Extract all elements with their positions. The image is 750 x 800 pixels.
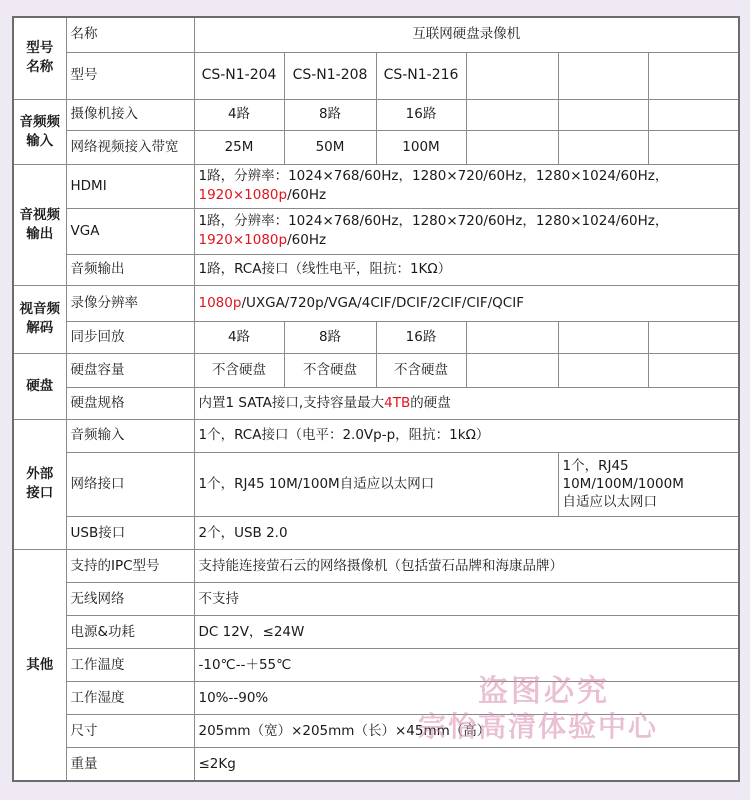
hdmi-spec-text: 1路，分辨率：1024×768/60Hz，1280×720/60Hz，1280×1024/60Hz， [198, 168, 669, 185]
category-decode: 视音频 解码 [13, 285, 66, 353]
watermark-line-1: 盗图必究 [478, 674, 610, 709]
table-row [13, 52, 739, 99]
value-cell: 16路 [376, 99, 466, 130]
row-label-audio-in: 音频输入 [66, 419, 194, 452]
hdd-spec-pre: 内置1 SATA接口,支持容量最大 [198, 394, 385, 411]
table-row [13, 616, 739, 649]
value-cell: 25M [194, 130, 284, 164]
vga-max-resolution: 1920×1080p [198, 232, 288, 249]
value-cell: 不含硬盘 [284, 353, 376, 387]
value-cell: 4路 [194, 99, 284, 130]
table-row [13, 17, 739, 52]
hdd-spec [194, 387, 739, 419]
spec-table [12, 16, 740, 782]
value-cell: 1个，RJ45 10M/100M自适应以太网口 [194, 452, 558, 516]
row-label-hdmi: HDMI [66, 164, 194, 208]
vga-spec [194, 208, 739, 254]
empty-cell [648, 130, 739, 164]
empty-cell [466, 99, 558, 130]
row-label-net-bandwidth: 网络视频接入带宽 [66, 130, 194, 164]
row-label-audio-out: 音频输出 [66, 254, 194, 285]
empty-cell [558, 321, 648, 353]
model-cell: CS-N1-216 [376, 52, 466, 99]
value-cell: 不支持 [194, 583, 739, 616]
row-label-usb: USB接口 [66, 517, 194, 550]
row-label-ipc: 支持的IPC型号 [66, 550, 194, 583]
table-row [13, 321, 739, 353]
empty-cell [558, 130, 648, 164]
row-label-model: 型号 [66, 52, 194, 99]
empty-cell [648, 99, 739, 130]
table-row [13, 254, 739, 285]
hdmi-spec [194, 164, 739, 208]
table-row [13, 419, 739, 452]
row-label-size: 尺寸 [66, 715, 194, 748]
value-cell: DC 12V，≤24W [194, 616, 739, 649]
row-label-name: 名称 [66, 17, 194, 52]
hdmi-max-resolution: 1920×1080p [198, 187, 288, 204]
row-label-playback: 同步回放 [66, 321, 194, 353]
table-row [13, 583, 739, 616]
category-ext-interface: 外部 接口 [13, 419, 66, 549]
row-label-record-resolution: 录像分辨率 [66, 285, 194, 321]
empty-cell [648, 353, 739, 387]
row-label-weight: 重量 [66, 748, 194, 781]
value-cell: 8路 [284, 321, 376, 353]
product-name: 互联网硬盘录像机 [194, 17, 739, 52]
row-label-power: 电源&功耗 [66, 616, 194, 649]
table-row [13, 164, 739, 208]
category-model-name: 型号 名称 [13, 17, 66, 99]
empty-cell [466, 52, 558, 99]
row-label-vga: VGA [66, 208, 194, 254]
vga-spec-text: 1路，分辨率：1024×768/60Hz，1280×720/60Hz，1280×1024/60Hz， [198, 213, 669, 230]
value-cell: 1个，RJ45 10M/100M/1000M 自适应以太网口 [558, 452, 739, 516]
value-cell: 2个，USB 2.0 [194, 517, 739, 550]
empty-cell [558, 99, 648, 130]
value-cell: 50M [284, 130, 376, 164]
table-row [13, 208, 739, 254]
model-cell: CS-N1-208 [284, 52, 376, 99]
value-cell: ≤2Kg [194, 748, 739, 781]
empty-cell [648, 52, 739, 99]
record-resolution-max: 1080p [198, 294, 242, 311]
row-label-temperature: 工作温度 [66, 649, 194, 682]
value-cell: 16路 [376, 321, 466, 353]
table-row [13, 387, 739, 419]
value-cell: 1个，RCA接口（电平：2.0Vp-p，阻抗：1kΩ） [194, 419, 739, 452]
empty-cell [558, 353, 648, 387]
model-cell: CS-N1-204 [194, 52, 284, 99]
table-row [13, 715, 739, 748]
table-row [13, 682, 739, 715]
table-row [13, 550, 739, 583]
value-cell: -10℃--＋55℃ [194, 649, 739, 682]
value-cell: 支持能连接萤石云的网络摄像机（包括萤石品牌和海康品牌） [194, 550, 739, 583]
value-cell: 205mm（宽）×205mm（长）×45mm（高） [194, 715, 739, 748]
vga-refresh: /60Hz [287, 232, 327, 249]
table-row [13, 517, 739, 550]
value-cell: 8路 [284, 99, 376, 130]
hdd-spec-post: 的硬盘 [410, 394, 451, 411]
table-row [13, 130, 739, 164]
category-other: 其他 [13, 550, 66, 781]
row-label-humidity: 工作湿度 [66, 682, 194, 715]
record-resolution [194, 285, 739, 321]
hdmi-refresh: /60Hz [287, 187, 327, 204]
empty-cell [466, 130, 558, 164]
watermark-line-2: 宗怡高清体验中心 [418, 710, 659, 743]
empty-cell [648, 321, 739, 353]
table-row [13, 452, 739, 516]
record-resolution-list: /UXGA/720p/VGA/4CIF/DCIF/2CIF/CIF/QCIF [241, 294, 524, 311]
empty-cell [558, 52, 648, 99]
row-label-camera-input: 摄像机接入 [66, 99, 194, 130]
value-cell: 4路 [194, 321, 284, 353]
value-cell: 不含硬盘 [194, 353, 284, 387]
category-av-input: 音频频 输入 [13, 99, 66, 164]
table-row [13, 353, 739, 387]
table-row [13, 99, 739, 130]
row-label-network: 网络接口 [66, 452, 194, 516]
value-cell: 不含硬盘 [376, 353, 466, 387]
empty-cell [466, 353, 558, 387]
table-row [13, 285, 739, 321]
hdd-spec-max: 4TB [384, 394, 411, 411]
category-av-output: 音视频 输出 [13, 164, 66, 285]
row-label-hdd-spec: 硬盘规格 [66, 387, 194, 419]
category-hdd: 硬盘 [13, 353, 66, 419]
value-cell: 10%--90% [194, 682, 739, 715]
row-label-wifi: 无线网络 [66, 583, 194, 616]
table-row [13, 748, 739, 781]
empty-cell [466, 321, 558, 353]
row-label-hdd-capacity: 硬盘容量 [66, 353, 194, 387]
value-cell: 1路，RCA接口（线性电平，阻抗：1KΩ） [194, 254, 739, 285]
table-row [13, 649, 739, 682]
value-cell: 100M [376, 130, 466, 164]
